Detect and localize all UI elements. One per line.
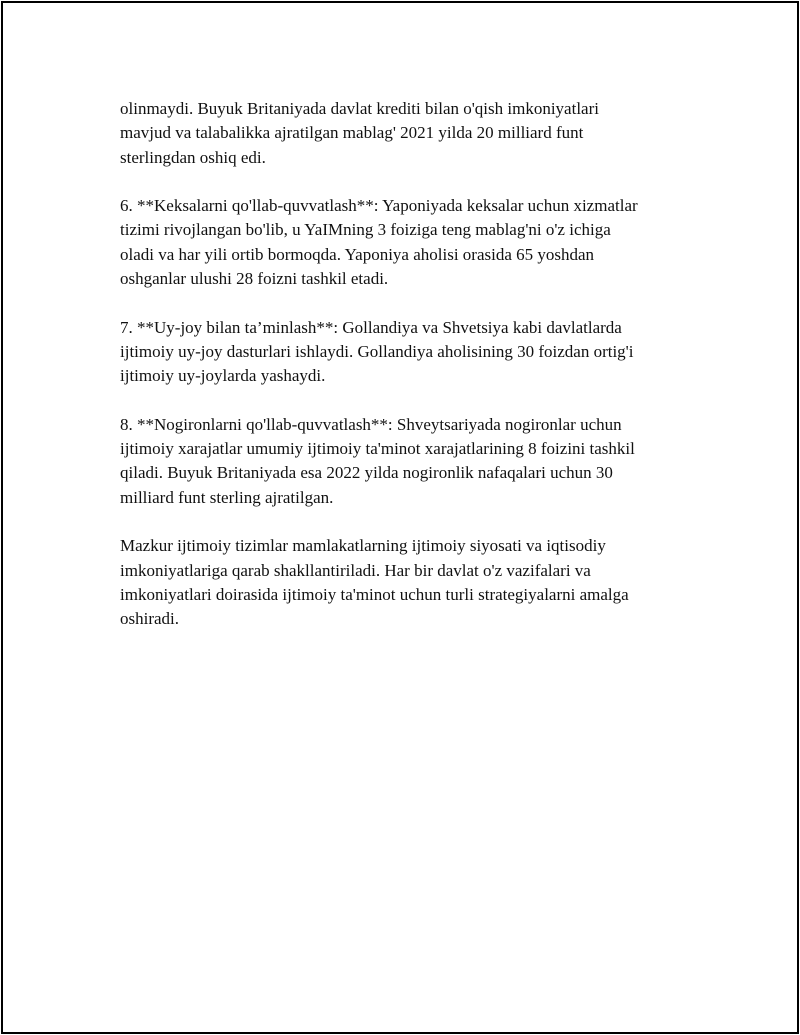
text-line: oshiradi. [120, 609, 180, 629]
text-line: milliard funt sterling ajratilgan. [120, 487, 334, 507]
paragraph-elderly-support [120, 194, 695, 291]
text-line: mavjud va talabalikka ajratilgan mablag' 2021 yilda 20 milliard funt [120, 123, 584, 143]
text-line: ijtimoiy uy-joy dasturlari ishlaydi. Gollandiya aholisining 30 foizdan ortig'i [120, 341, 634, 361]
text-line: Mazkur ijtimoiy tizimlar mamlakatlarning ijtimoiy siyosati va iqtisodiy [120, 536, 606, 556]
text-line: olinmaydi. Buyuk Britaniyada davlat krediti bilan o'qish imkoniyatlari [120, 99, 599, 118]
text-line: ijtimoiy uy-joylarda yashaydi. [120, 366, 326, 386]
paragraph-housing [120, 316, 695, 389]
page-frame [1, 1, 799, 1034]
text-line: 6. **Keksalarni qo'llab-quvvatlash**: Yaponiyada keksalar uchun xizmatlar [120, 196, 638, 216]
text-line: imkoniyatlariga qarab shakllantiriladi. Har bir davlat o'z vazifalari va [120, 560, 591, 580]
text-line: oladi va har yili ortib bormoqda. Yaponiya aholisi orasida 65 yoshdan [120, 244, 595, 264]
document-body [120, 97, 695, 632]
paragraph-continuation [120, 97, 695, 170]
text-line: sterlingdan oshiq edi. [120, 147, 266, 167]
text-line: qiladi. Buyuk Britaniyada esa 2022 yilda nogironlik nafaqalari uchun 30 [120, 463, 613, 483]
text-line: imkoniyatlari doirasida ijtimoiy ta'minot uchun turli strategiyalarni amalga [120, 584, 629, 604]
paragraph-conclusion [120, 534, 695, 631]
text-line: tizimi rivojlangan bo'lib, u YaIMning 3 foiziga teng mablag'ni o'z ichiga [120, 220, 611, 240]
text-line: oshganlar ulushi 28 foizni tashkil etadi. [120, 269, 389, 289]
text-line: 8. **Nogironlarni qo'llab-quvvatlash**: Shveytsariyada nogironlar uchun [120, 414, 622, 434]
text-line: 7. **Uy-joy bilan ta’minlash**: Gollandiya va Shvetsiya kabi davlatlarda [120, 317, 622, 337]
text-line: ijtimoiy xarajatlar umumiy ijtimoiy ta'minot xarajatlarining 8 foizini tashkil [120, 439, 635, 459]
paragraph-disability-support [120, 413, 695, 510]
